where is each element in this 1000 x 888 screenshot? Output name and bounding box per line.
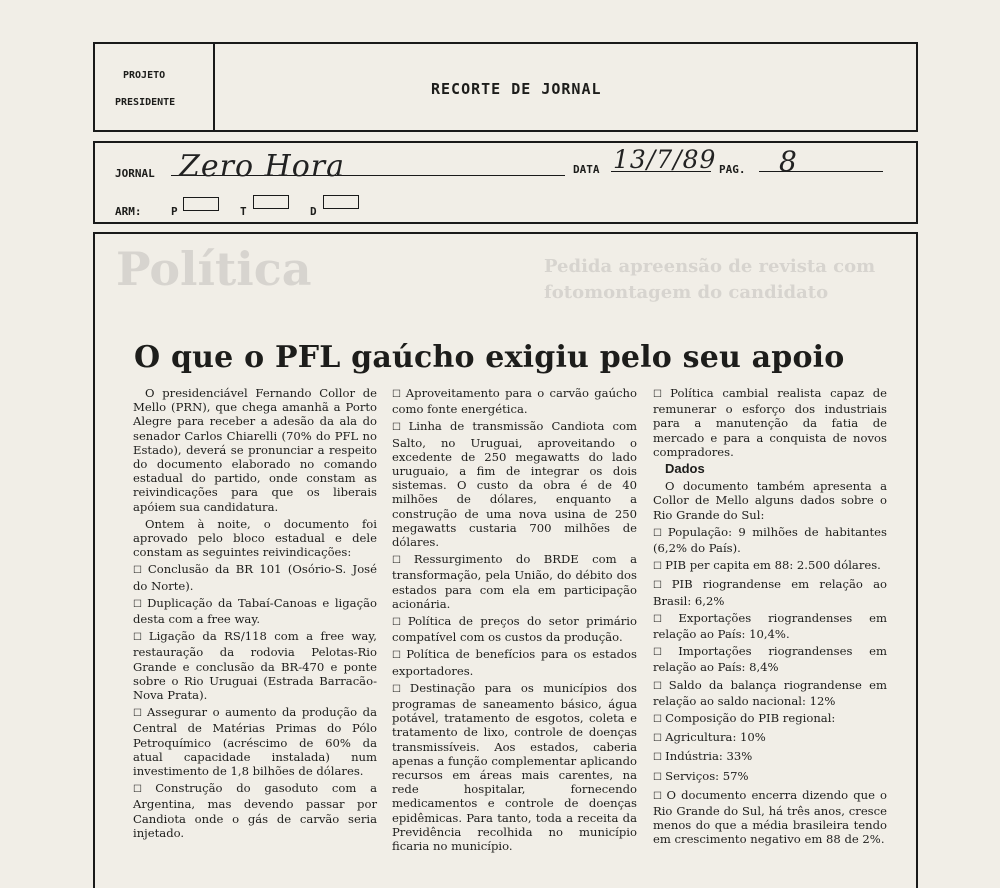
article-paragraph: O documento também apresenta a Collor de Mello alguns dados sobre o Rio Grande do Sul: — [653, 479, 887, 522]
pag-line — [759, 171, 883, 172]
article-list-item: ☐ PIB per capita em 88: 2.500 dólares. — [653, 558, 887, 574]
jornal-value: Zero Hora — [179, 149, 345, 184]
article-list-item: ☐ Política de benefícios para os estados exportadores. — [392, 647, 637, 677]
arm-d-box — [323, 195, 359, 209]
project-label-line1: PROJETO — [123, 70, 166, 81]
data-label: DATA — [573, 163, 600, 176]
jornal-label: JORNAL — [115, 167, 155, 180]
arm-t-label: T — [240, 205, 247, 218]
article-paragraph: O presidenciável Fernando Collor de Mello (PRN), que chega amanhã a Porto Alegre para receber a adesão da ala do senador Carlos Chiarelli (70% do PFL no Estado), deverá se pronunciar a respeito do documento elaborado no comando estadual do partido, onde constam as reivindicações para que os liberais apóiem sua candidatura. — [133, 386, 377, 514]
arm-label: ARM: — [115, 205, 142, 218]
article-column-3 — [653, 386, 887, 850]
article-list-item: ☐ Agricultura: 10% — [653, 730, 887, 746]
article-list-item: ☐ Aproveitamento para o carvão gaúcho como fonte energética. — [392, 386, 637, 416]
article-subheading: Dados — [665, 461, 705, 477]
article-list-item: ☐ PIB riograndense em relação ao Brasil: 6,2% — [653, 577, 887, 607]
article-column-1 — [133, 386, 377, 843]
article-list-item: ☐ Destinação para os municípios dos programas de saneamento básico, água potável, tratamento de esgotos, coleta e tratamento de lixo, controle de doenças transmissíveis. Aos estados, caberia apenas a função complementar aplicando recursos em áreas mais carentes, na rede hospitalar, fornecendo medicamentos e controle de doenças epidêmicas. Para tanto, toda a receita da Previdência recolhida no município ficaria no município. — [392, 681, 637, 853]
article-list-item: ☐ Importações riograndenses em relação ao País: 8,4% — [653, 644, 887, 674]
pag-label: PAG. — [719, 163, 746, 176]
data-value: 13/7/89 — [613, 145, 717, 174]
article-column-2 — [392, 386, 637, 856]
article-list-item: ☐ Construção do gasoduto com a Argentina, mas devendo passar por Candiota onde o gás de carvão seria injetado. — [133, 781, 377, 840]
article-list-item: ☐ Composição do PIB regional: — [653, 711, 887, 727]
article-list-item: ☐ População: 9 milhões de habitantes (6,2% do País). — [653, 525, 887, 555]
bleed-right-heading: Pedida apreensão de revista com fotomontagem do candidato — [544, 256, 876, 303]
pag-value: 8 — [779, 145, 798, 178]
arm-p-label: P — [171, 205, 178, 218]
form-title: RECORTE DE JORNAL — [431, 80, 602, 98]
article-list-item: ☐ Duplicação da Tabaí-Canoas e ligação desta com a free way. — [133, 596, 377, 626]
article-list-item: ☐ Ligação da RS/118 com a free way, restauração da rodovia Pelotas-Rio Grande e conclusão da BR-470 e ponte sobre o Rio Uruguai (Estrada Barracão-Nova Prata). — [133, 629, 377, 702]
article-list-item: ☐ Conclusão da BR 101 (Osório-S. José do Norte). — [133, 562, 377, 592]
article-list-item: ☐ Política de preços do setor primário compatível com os custos da produção. — [392, 614, 637, 644]
article-list-item: ☐ Linha de transmissão Candiota com Salto, no Uruguai, aproveitando o excedente de 250 megawatts do lado uruguaio, a fim de integrar os dois sistemas. O custo da obra é de 40 milhões de dólares, enquanto a construção de uma nova usina de 250 megawatts custaria 700 milhões de dólares. — [392, 419, 637, 549]
article-list-item: ☐ Ressurgimento do BRDE com a transformação, pela União, do débito dos estados para com ela em participação acionária. — [392, 552, 637, 611]
article-list-item: ☐ Serviços: 57% — [653, 769, 887, 785]
arm-p-box — [183, 197, 219, 211]
article-list-item: ☐ Assegurar o aumento da produção da Central de Matérias Primas do Pólo Petroquímico (acréscimo de 60% da atual capacidade instalada) num investimento de 1,8 bilhões de dólares. — [133, 705, 377, 778]
article-headline: O que o PFL gaúcho exigiu pelo seu apoio — [134, 340, 845, 375]
article-list-item: ☐ Saldo da balança riograndense em relação ao saldo nacional: 12% — [653, 678, 887, 708]
project-label-line2: PRESIDENTE — [115, 97, 176, 108]
article-list-item: ☐ O documento encerra dizendo que o Rio Grande do Sul, há três anos, cresce menos do que a média brasileira tendo em crescimento negativo em 88 de 2%. — [653, 788, 887, 847]
arm-d-label: D — [310, 205, 317, 218]
header-box — [93, 42, 918, 132]
header-divider — [213, 44, 215, 130]
article-list-item: ☐ Exportações riograndenses em relação ao País: 10,4%. — [653, 611, 887, 641]
article-list-item: ☐ Indústria: 33% — [653, 749, 887, 765]
bleed-section-title: Política — [116, 242, 312, 296]
article-list-item: ☐ Política cambial realista capaz de remunerar o esforço dos industriais para a manutenção da fatia de mercado e para a conquista de novos compradores. — [653, 386, 887, 459]
form-box — [93, 141, 918, 224]
arm-t-box — [253, 195, 289, 209]
article-paragraph: Ontem à noite, o documento foi aprovado pelo bloco estadual e dele constam as seguintes reivindicações: — [133, 516, 377, 560]
